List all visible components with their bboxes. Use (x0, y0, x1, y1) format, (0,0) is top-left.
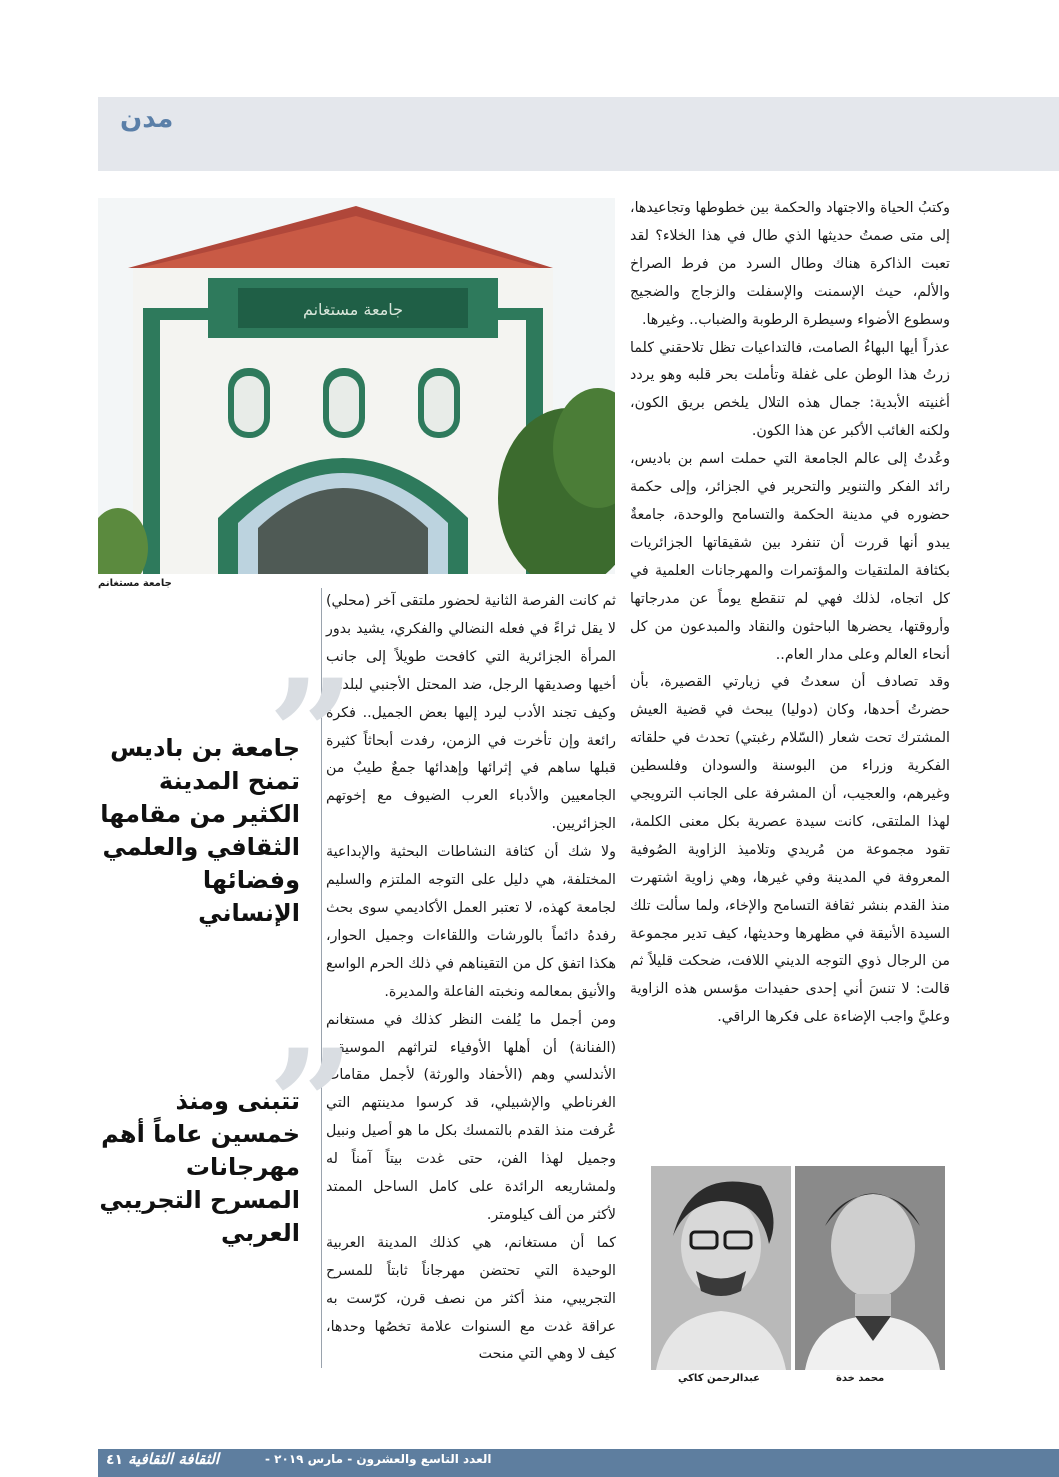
paragraph: عذراً أيها البهاءُ الصامت، فالتداعيات تظل تلاحقني كلما زرتُ هذا الوطن على غفلة وتأملت بحر قلبه وهو يردد أغنيته الأبدية: جمال هذه التلال يلخص بريق الكون، ولكنه الغائب الأكبر عن هذا الكون. (630, 339, 950, 440)
paragraph: كما أن مستغانم، هي كذلك المدينة العربية الوحيدة التي تحتضن مهرجاناً ثابتاً للمسرح التجريبي، منذ أكثر من نصف قرن، كرّست به عراقة غدت مع السنوات علامة تخصُها وحدها، كيف لا وهي التي منحت (326, 1234, 616, 1363)
paragraph: ولا شك أن كثافة النشاطات البحثية والإبداعية المختلفة، هي دليل على التوجه الملتزم والسليم لجامعة كهذه، لا تعتبر العمل الأكاديمي سوى بحث رفدهُ دائماً بالورشات واللقاءات وجميل الحوار، هكذا اتفق كل من التقيناهم في ذلك الحرم الواسع والأنيق بمعالمه ونخبته الفاعلة والمديرة. (326, 844, 616, 1000)
header-band (98, 97, 1059, 171)
paragraph: ثم كانت الفرصة الثانية لحضور ملتقى آخر (محلي) لا يقل ثراءً في فعله النضالي والفكري، يشيد بدور المرأة الجزائرية التي كافحت طويلاً إلى جانب أخيها وصديقها الرجل، ضد المحتل الأجنبي لبلدها، وكيف تجند الأدب ليرد إليها بعض الجميل.. فكرة رائعة وإن تأخرت في الزمن، رفدت أبحاثاً كثيرة قبلها ساهم في إثرائها وإهدائها جمعٌ طيبٌ من الجامعيين والأدباء العرب الضيوف مع إخوتهم الجزائريين. (326, 593, 616, 833)
campus-sign-text: جامعة مستغانم (302, 300, 404, 319)
quote-mark-icon: ” (268, 1017, 355, 1193)
pullquote-2: تتبنى ومنذ خمسين عاماً أهم مهرجانات المسرح التجريبي العربي (99, 1087, 300, 1247)
portrait-kaki (651, 1166, 791, 1370)
article-column-right (630, 195, 950, 1032)
section-title: مدن (120, 104, 174, 134)
portrait-khadda (795, 1166, 945, 1370)
portrait-caption: محمد خدة (836, 1373, 885, 1384)
pullquote-1: جامعة بن باديس تمنح المدينة الكثير من مقامها الثقافي والعلمي وفضائها الإنساني (100, 734, 300, 927)
paragraph: ومن أجمل ما يُلفت النظر كذلك في مستغانم (الفنانة) أن أهلها الأوفياء لتراثهم الموسيقي الأندلسي وهم (الأحفاد والورثة) لأجمل مقامات الغرناطي والإشبيلي، قد كرسوا مدينتهم التي عُرفت منذ القدم بالتمسك بكل ما هو أصيل ونبيل وجميل لهذا الفن، حتى غدت بيتاً آمناً له ولمشاريعه الرائدة على كامل الساحل الممتد لأكثر من ألف كيلومتر. (326, 1011, 616, 1223)
quote-mark-icon: ” (268, 647, 355, 823)
campus-photo (98, 198, 615, 574)
portrait-caption: عبدالرحمن كاكي (678, 1373, 760, 1384)
footer-band (98, 1449, 1059, 1477)
article-column-middle (326, 588, 616, 1369)
paragraph: وقد تصادف أن سعدتُ في زيارتي القصيرة، بأن حضرتُ أحدها، وكان (دوليا) يبحث في قضية العيش المشترك تحت شعار (السّلام رغبتي) تحدث في حلقاته الفكرية وزراء من البوسنة والسودان وفلسطين وغيرهم، والعجيب، أن المشرفة على الجانب الترويجي لهذا الملتقى، كانت سيدة عصرية بكل معنى الكلمة، تقود مجموعة من مُريدي وتلاميذ الزاوية الصُوفية المعروفة في المدينة وفي غيرها، وهي زاوية اشتهرت منذ القدم بنشر ثقافة التسامح والإخاء، ولما سألت تلك السيدة الأنيقة في مظهرها وحديثها، كيف تدير مجموعة من الرجال ذوي التوجه الديني اللافت، ضحكت قليلاً ثم قالت: لا تنسَ أني إحدى حفيدات مؤسس هذه الزاوية وعليَّ واجب الإضاءة على فكرها الراقي. (630, 674, 950, 1026)
campus-photo-caption: جامعة مستغانم (98, 578, 172, 589)
paragraph: وكتبُ الحياة والاجتهاد والحكمة بين خطوطها وتجاعيدها، إلى متى صمتُ حديثها الذي طال في هذا الخلاء؟ لقد تعبت الذاكرة هناك وطال السرد من فرط الصراخ والألم، حيث الإسمنت والإسفلت والزجاج والضجيج وسطوع الأضواء وسيطرة الرطوبة والضباب.. وغيرها. (630, 200, 950, 328)
paragraph: وعُدتُ إلى عالم الجامعة التي حملت اسم بن باديس، رائد الفكر والتنوير والتحرير في الجزائر، وإلى حكمة حضوره في مدينة الحكمة والتسامح والوحدة، جامعةٌ يبدو أنها قررت أن تنفرد بين شقيقاتها الجزائريات بكثافة الملتقيات والمؤتمرات والمهرجانات العلمية في كل اتجاه، لذلك فهي لم تنقطع يوماً عن مدرجاتها وأروقتها، يحضرها الباحثون والنقاد والمبدعون من كل أنحاء العالم وعلى مدار العام.. (630, 451, 950, 663)
issue-info: العدد التاسع والعشرون - مارس ٢٠١٩ - (265, 1452, 492, 1466)
page-number: ٤١ (106, 1452, 124, 1468)
magazine-brand: الثقافة الثقافية (128, 1450, 220, 1468)
